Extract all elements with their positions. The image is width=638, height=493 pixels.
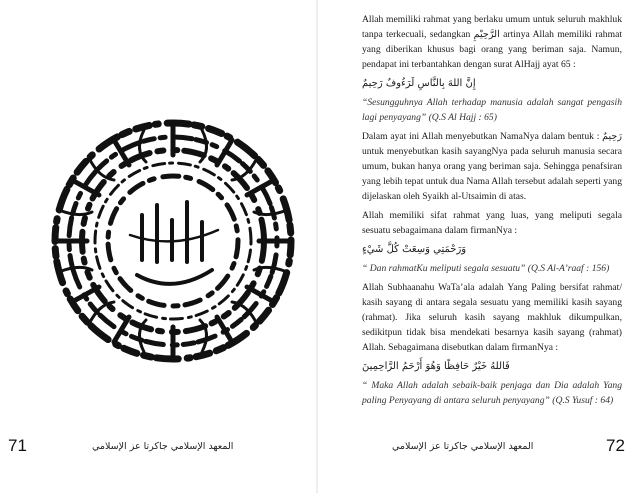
verse-1-arabic: إِنَّ اللهَ بِالنَّاسِ لَرَءُوفٌ رَحِيمٌ xyxy=(362,78,476,89)
paragraph-1 xyxy=(362,12,622,72)
paragraph-2 xyxy=(362,129,622,204)
verse-3-arabic: فَاللهُ خَيْرٌ حَافِظًا وَهُوَ أَرْحَمُ الرَّاحِمِينَ xyxy=(362,361,510,372)
paragraph-3: Allah memiliki sifat rahmat yang luas, yang meliputi segala sesuatu sebagaimana dalam firmanNya : xyxy=(362,210,622,236)
verse-2-translation: “ Dan rahmatKu meliputi segala sesuatu” (Q.S Al-A’raaf : 156) xyxy=(362,263,610,274)
paragraph-1-text: Allah memiliki rahmat yang berlaku umum untuk seluruh makhluk tanpa terkecuali, sedangkan xyxy=(362,14,622,40)
right-page-text xyxy=(362,12,622,412)
paragraph-4: Allah Subhaanahu WaTa’ala adalah Yang Paling bersifat rahmat/ kasih sayang di antara segala sesuatu yang memiliki kasih sayang (rahmat). Jika seluruh kasih sayang makhluk dikumpulkan, sedikitpun tidak bisa mendekati besarnya kasih sayang (rahmat) Allah. Sebagaimana disebutkan dalam firmanNya : xyxy=(362,282,622,353)
calligraphy-roundel xyxy=(42,110,304,372)
arabic-term-rahim: رَحِيمٌ xyxy=(602,131,622,142)
arabic-term-arrahim: الرَّحِيْمِ xyxy=(473,29,500,40)
left-page-number: 71 xyxy=(8,436,27,455)
left-footer-title: المعهد الإسلامي جاكرتا عز الإسلامي xyxy=(92,441,234,452)
verse-1-translation: “Sesungguhnya Allah terhadap manusia adalah sangat pengasih lagi penyayang” (Q.S Al Hajj : 65) xyxy=(362,97,622,123)
right-page-number: 72 xyxy=(606,436,625,455)
verse-3-translation: “ Maka Allah adalah sebaik-baik penjaga dan Dia adalah Yang paling Penyayang di antara seluruh penyayang” (Q.S Yusuf : 64) xyxy=(362,380,622,406)
right-footer-title: المعهد الإسلامي جاكرتا عز الإسلامي xyxy=(392,441,534,452)
paragraph-2-text: Dalam ayat ini Allah menyebutkan NamaNya dalam bentuk : xyxy=(362,131,600,142)
page-fold xyxy=(316,0,318,493)
paragraph-1-tail: artinya Allah memiliki rahmat yang diberikan khusus bagi orang yang beriman saja. Namun, pendapat ini terbantahkan dengan surat AlHajj ayat 65 : xyxy=(362,29,622,70)
verse-2-arabic: وَرَحْمَتِي وَسِعَتْ كُلَّ شَيْءٍ xyxy=(362,244,467,255)
paragraph-2-tail: untuk menyebutkan kasih sayangNya pada seluruh manusia secara umum, bukan hanya orang yang beriman saja. Sehingga penafsiran yang lebih tepat untuk dua Nama Allah tersebut adalah seperti yang dijelaskan oleh Syaikh al-Utsaimin di atas. xyxy=(362,146,622,202)
